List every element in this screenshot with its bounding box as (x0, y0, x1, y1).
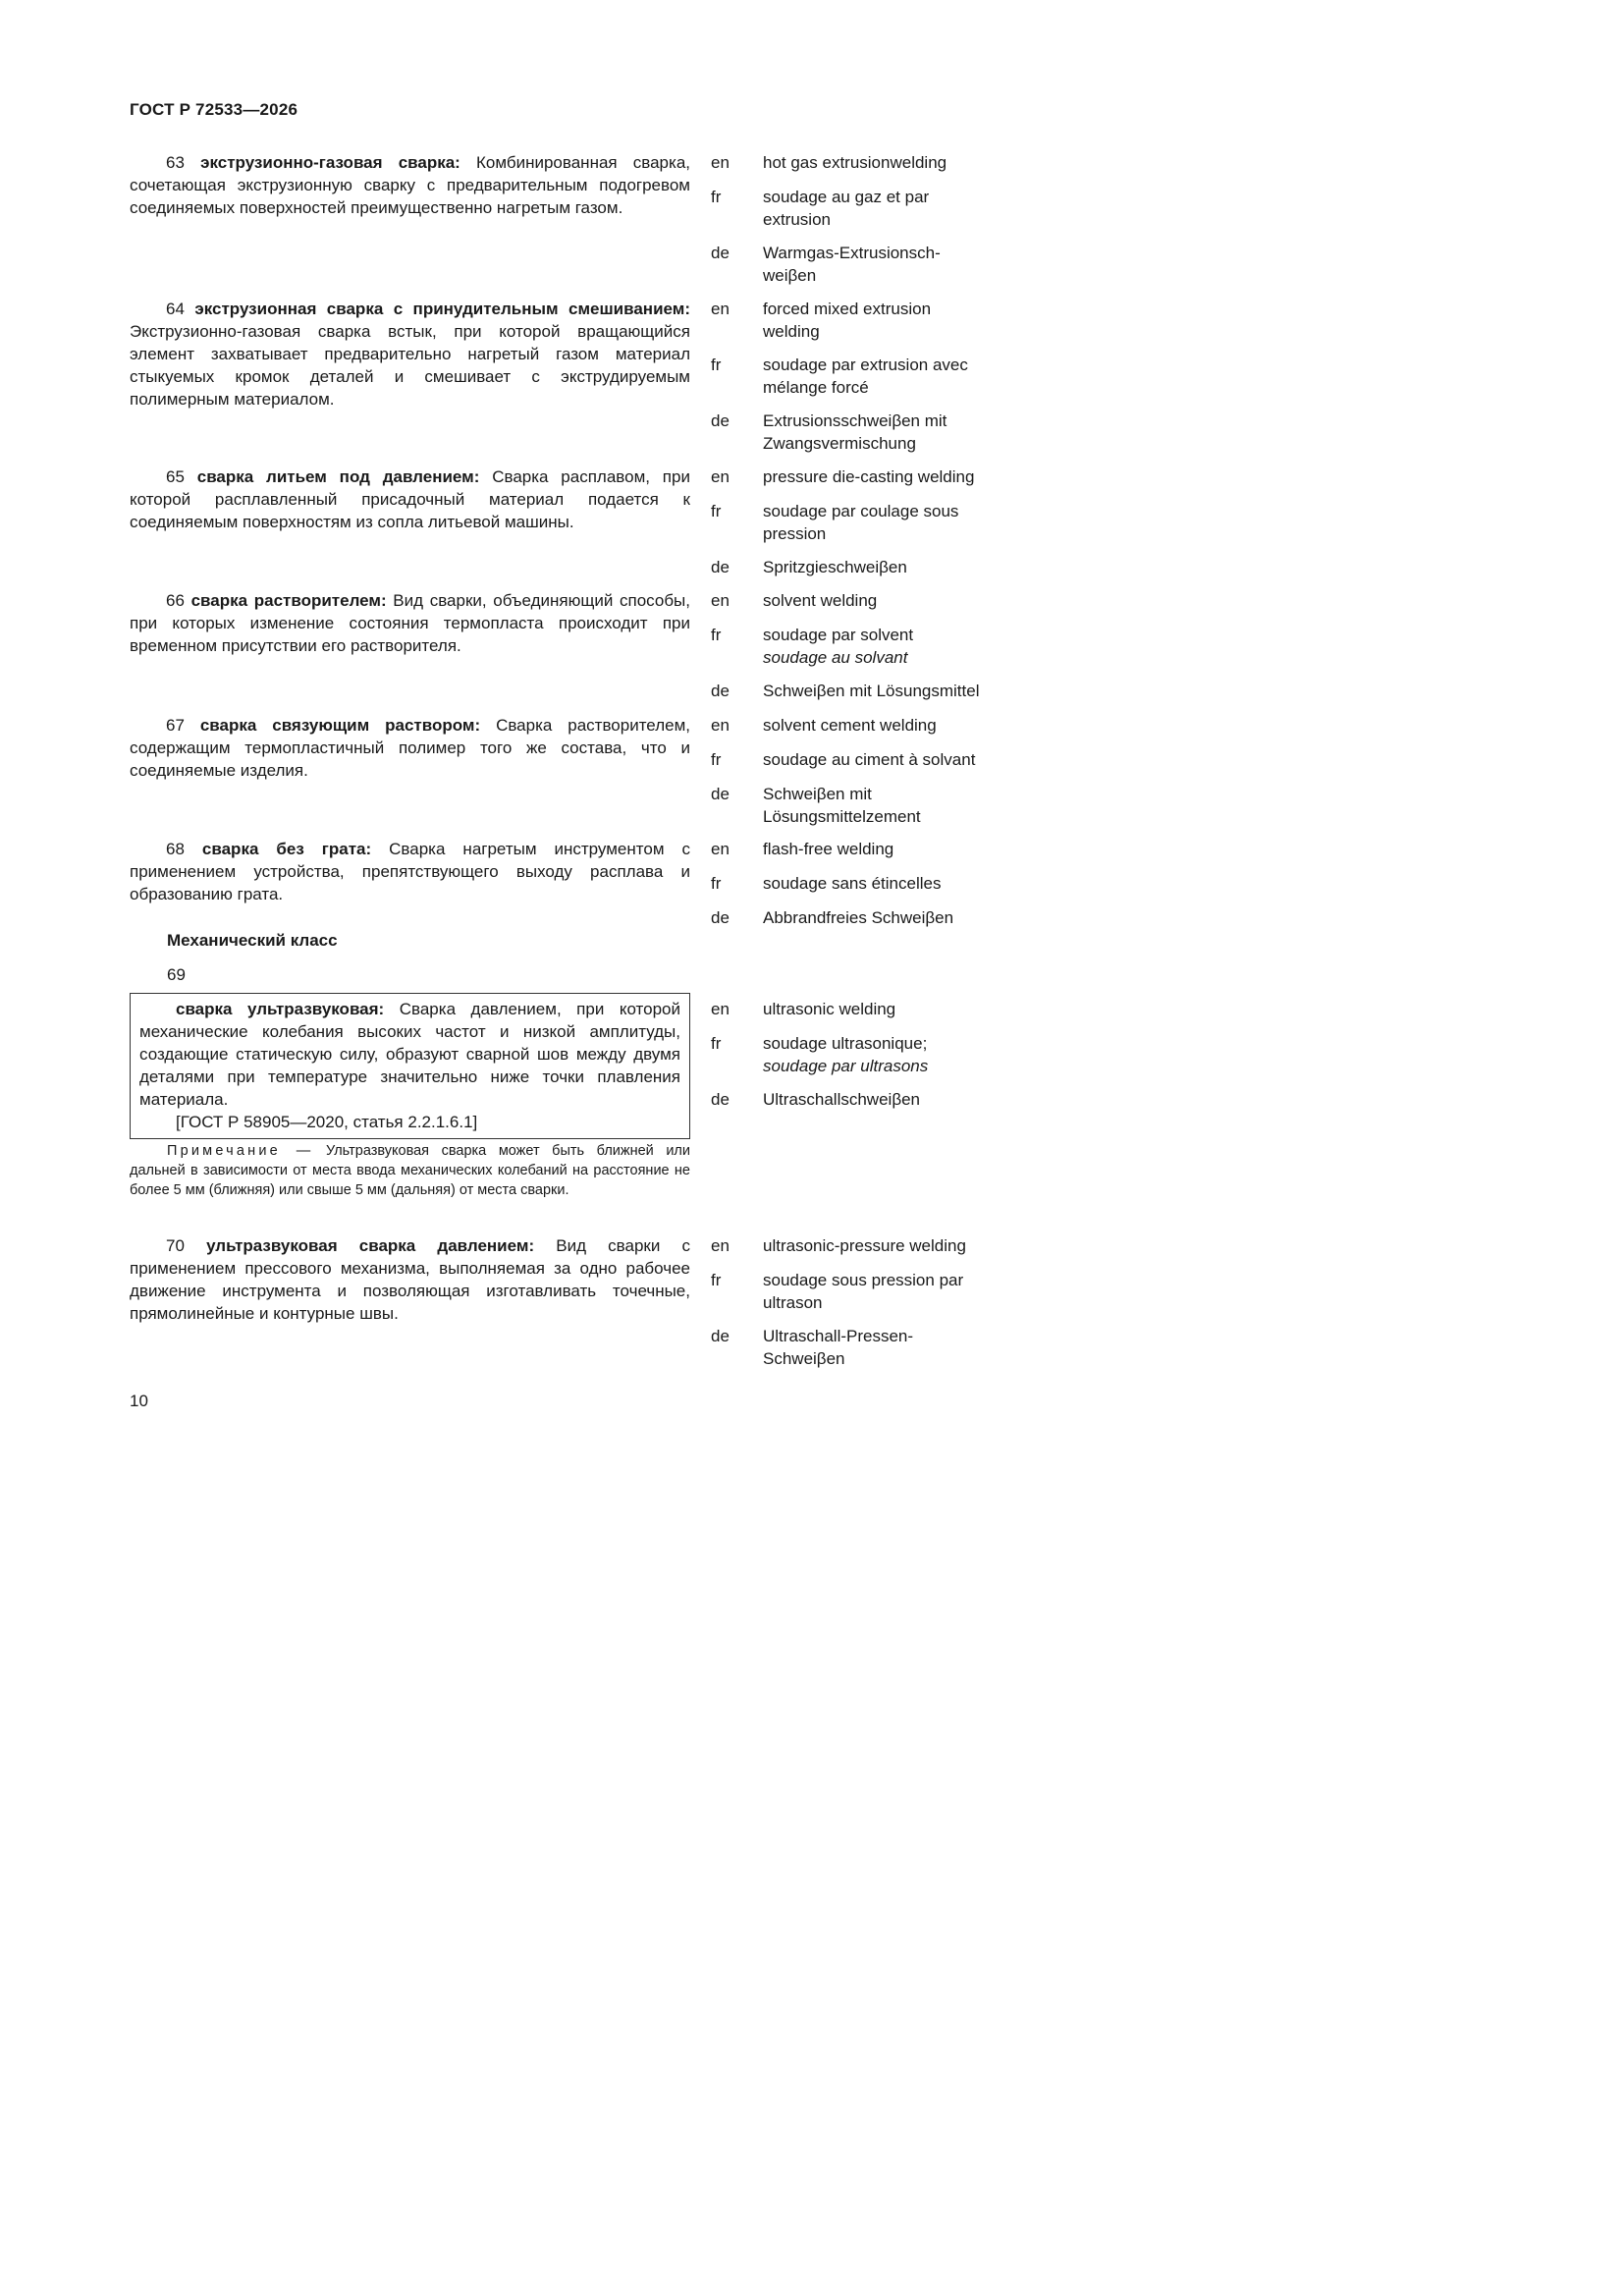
translation-de: Ultraschallschweiβen (763, 1090, 921, 1109)
term-text: Вид сварки с применением прессового механизма, выполняемая за одно рабочее движение инструмента и позволяющая изготавливать точечные, прямолинейные и контурные швы. (130, 1236, 690, 1323)
lang-code-de: de (711, 682, 730, 700)
term-name: сварка растворителем: (190, 591, 387, 610)
translation-fr: soudage au ciment à solvant (763, 750, 976, 769)
note-text: Ультразвуковая сварка может быть ближней или дальней в зависимости от места ввода механических колебаний на расстояние не более 5 мм (ближняя) или свыше 5 мм (дальняя) от места сварки. (130, 1143, 690, 1198)
translation-fr: soudage par extrusion avec mélange forcé (763, 355, 968, 397)
term-definition (130, 151, 690, 219)
translation-de: Warmgas-Extrusionsch-weiβen (763, 244, 941, 285)
lang-code-en: en (711, 1000, 730, 1018)
translation-de: Extrusionsschweiβen mit Zwangsvermischung (763, 411, 947, 453)
term-text: Сварка расплавом, при которой расплавленный присадочный материал подается к соединяемым поверхностям из сопла литьевой машины. (130, 467, 690, 531)
term-name: ультразвуковая сварка давлением: (206, 1236, 535, 1255)
term-name: сварка ультразвуковая: (176, 1000, 385, 1018)
term-definition (130, 298, 690, 410)
translation-de: Schweiβen mit Lösungsmittel (763, 682, 980, 700)
term-text: Комбинированная сварка, сочетающая экструзионную сварку с предварительным подогревом соединяемых поверхностей преимущественно нагретым газом. (130, 153, 690, 217)
lang-code-de: de (711, 244, 730, 262)
term-number: 63 (166, 153, 185, 172)
lang-code-fr: fr (711, 502, 722, 520)
quoted-term-box (130, 993, 690, 1139)
lang-code-en: en (711, 153, 730, 172)
lang-code-en: en (711, 467, 730, 486)
lang-code-en: en (711, 1236, 730, 1255)
term-definition (130, 1234, 690, 1325)
translation-de: Ultraschall-Pressen-Schweiβen (763, 1327, 914, 1368)
lang-code-de: de (711, 1327, 730, 1345)
term-name: экструзионная сварка с принудительным смешиванием: (194, 300, 690, 318)
translation-fr-alt: soudage par ultrasons (763, 1057, 929, 1075)
translation-en: pressure die-casting welding (763, 467, 975, 486)
lang-code-en: en (711, 591, 730, 610)
term-text: Вид сварки, объединяющий способы, при которых изменение состояния термопласта происходит при временном присутствии его растворителя. (130, 591, 690, 655)
lang-code-fr: fr (711, 626, 722, 644)
lang-code-fr: fr (711, 355, 722, 374)
translation-en: solvent welding (763, 591, 878, 610)
term-definition (130, 465, 690, 533)
translation-en: hot gas extrusionwelding (763, 153, 947, 172)
translation-de: Schweiβen mit Lösungsmittelzement (763, 785, 921, 826)
note (130, 1141, 690, 1200)
lang-code-fr: fr (711, 188, 722, 206)
lang-code-de: de (711, 785, 730, 803)
translation-fr: soudage par solvent (763, 626, 914, 644)
term-definition (130, 714, 690, 782)
term-number: 67 (166, 716, 185, 735)
term-name: экструзионно-газовая сварка: (200, 153, 460, 172)
page-number: 10 (130, 1392, 148, 1410)
term-number: 64 (166, 300, 185, 318)
translation-en: forced mixed extrusion welding (763, 300, 932, 341)
term-definition (130, 589, 690, 657)
document-header: ГОСТ Р 72533—2026 (130, 100, 298, 119)
lang-code-en: en (711, 840, 730, 858)
term-text: Экструзионно-газовая сварка встык, при которой вращающийся элемент захватывает предварительно нагретый газом материал стыкуемых кромок деталей и смешивает с экструдируемым полимерным материалом. (130, 322, 690, 409)
term-source: [ГОСТ Р 58905—2020, статья 2.2.1.6.1] (176, 1113, 478, 1131)
translation-fr-alt: soudage au solvant (763, 648, 908, 667)
translation-fr: soudage sans étincelles (763, 874, 942, 893)
term-number: 68 (166, 840, 185, 858)
translation-en: flash-free welding (763, 840, 894, 858)
term-text: Сварка растворителем, содержащим термопластичный полимер того же состава, что и соединяемые изделия. (130, 716, 690, 780)
term-definition (130, 838, 690, 905)
lang-code-fr: fr (711, 1271, 722, 1289)
lang-code-fr: fr (711, 874, 722, 893)
term-number: 65 (166, 467, 185, 486)
lang-code-de: de (711, 558, 730, 576)
lang-code-fr: fr (711, 750, 722, 769)
term-name: сварка литьем под давлением: (196, 467, 480, 486)
term-number: 70 (166, 1236, 185, 1255)
translation-fr: soudage ultrasonique; (763, 1034, 928, 1053)
term-name: сварка без грата: (201, 840, 372, 858)
lang-code-de: de (711, 411, 730, 430)
lang-code-fr: fr (711, 1034, 722, 1053)
translation-fr: soudage au gaz et par extrusion (763, 188, 930, 229)
note-label: Примечание — (167, 1143, 314, 1159)
translation-de: Abbrandfreies Schweiβen (763, 908, 954, 927)
lang-code-de: de (711, 1090, 730, 1109)
section-heading: Механический класс (167, 931, 338, 950)
term-text: Сварка нагретым инструментом с применением устройства, препятствующего выходу расплава и образованию грата. (130, 840, 690, 903)
translation-fr: soudage par coulage sous pression (763, 502, 959, 543)
term-name: сварка связующим раствором: (199, 716, 481, 735)
translation-en: solvent cement welding (763, 716, 937, 735)
translation-en: ultrasonic welding (763, 1000, 896, 1018)
translation-fr: soudage sous pression par ultrason (763, 1271, 964, 1312)
term-number: 66 (166, 591, 185, 610)
lang-code-en: en (711, 716, 730, 735)
lang-code-de: de (711, 908, 730, 927)
lang-code-en: en (711, 300, 730, 318)
translation-de: Spritzgieschweiβen (763, 558, 907, 576)
term-text: Сварка давлением, при которой механические колебания высоких частот и низкой амплитуды, создающие статическую силу, образуют сварной шов между двумя деталями при температуре значительно ниже точки плавления материала. (139, 1000, 680, 1109)
translation-en: ultrasonic-pressure welding (763, 1236, 966, 1255)
term-number-69: 69 (167, 965, 186, 984)
